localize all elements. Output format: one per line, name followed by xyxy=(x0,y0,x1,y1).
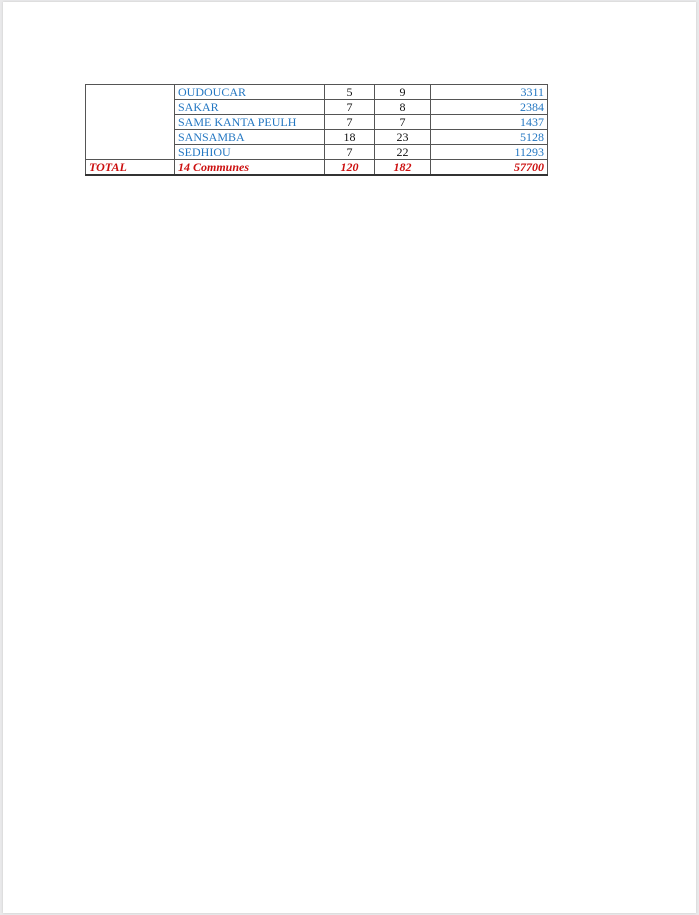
total-communes: 14 Communes xyxy=(175,160,325,176)
table-body xyxy=(86,85,548,176)
document-page xyxy=(3,2,696,913)
value-b: 22 xyxy=(375,145,431,160)
value-a: 5 xyxy=(325,85,375,100)
population-value: 1437 xyxy=(431,115,548,130)
total-value-b: 182 xyxy=(375,160,431,176)
value-b: 7 xyxy=(375,115,431,130)
population-value: 3311 xyxy=(431,85,548,100)
communes-table xyxy=(85,84,548,176)
total-row xyxy=(86,160,548,176)
department-cell xyxy=(86,85,175,160)
commune-name: OUDOUCAR xyxy=(175,85,325,100)
value-a: 7 xyxy=(325,145,375,160)
population-value: 2384 xyxy=(431,100,548,115)
value-b: 8 xyxy=(375,100,431,115)
table-row xyxy=(86,85,548,100)
total-label: TOTAL xyxy=(86,160,175,176)
value-b: 23 xyxy=(375,130,431,145)
commune-name: SEDHIOU xyxy=(175,145,325,160)
value-b: 9 xyxy=(375,85,431,100)
total-value-a: 120 xyxy=(325,160,375,176)
population-value: 5128 xyxy=(431,130,548,145)
commune-name: SAME KANTA PEULH xyxy=(175,115,325,130)
value-a: 7 xyxy=(325,115,375,130)
commune-name: SANSAMBA xyxy=(175,130,325,145)
total-population: 57700 xyxy=(431,160,548,176)
value-a: 18 xyxy=(325,130,375,145)
commune-name: SAKAR xyxy=(175,100,325,115)
value-a: 7 xyxy=(325,100,375,115)
population-value: 11293 xyxy=(431,145,548,160)
